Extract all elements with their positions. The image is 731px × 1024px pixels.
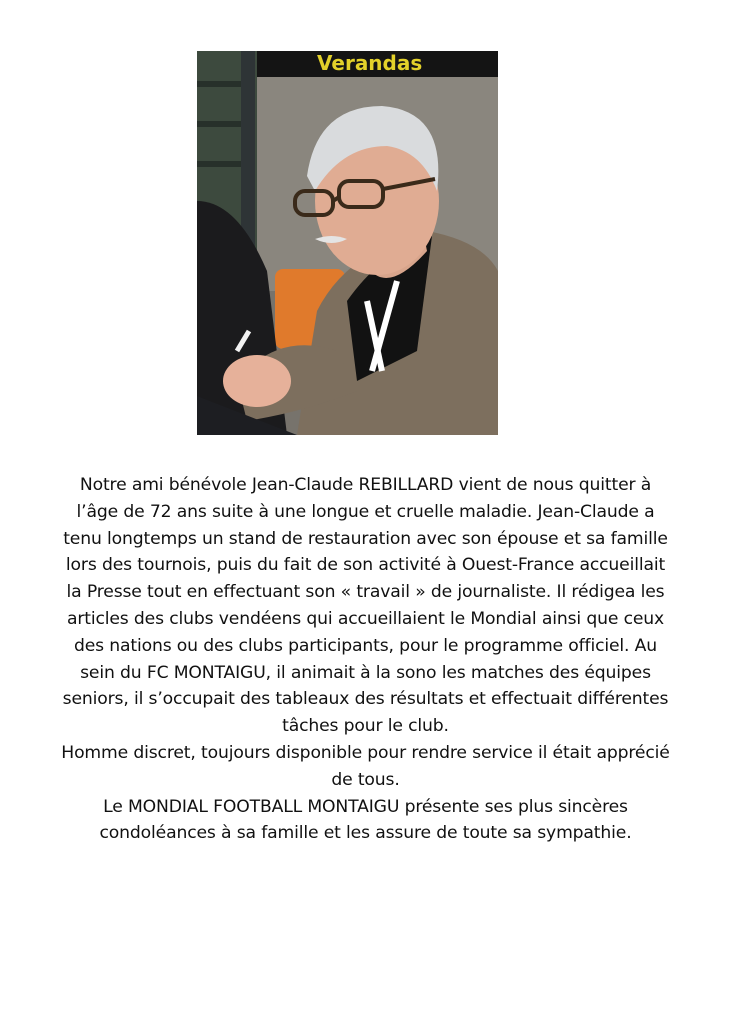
portrait-photo bbox=[197, 51, 498, 435]
banner-text: Verandas bbox=[317, 51, 423, 75]
portrait-illustration bbox=[197, 51, 498, 435]
tribute-paragraph-2: Homme discret, toujours disponible pour rendre service il était apprécié de tous. bbox=[61, 742, 670, 790]
tribute-paragraph-3: Le MONDIAL FOOTBALL MONTAIGU présente ses plus sincères condoléances à sa famille et les assure de toute sa sympathie. bbox=[99, 796, 632, 844]
tribute-paragraph-1: Notre ami bénévole Jean-Claude REBILLARD vient de nous quitter à l’âge de 72 ans suite à une longue et cruelle maladie. Jean-Claude a tenu longtemps un stand de restauration avec son épouse et sa famille lors des tournois, puis du fait de son activité à Ouest-France accueillait la Presse tout en effectuant son « travail » de journaliste. Il rédigea les articles des clubs vendéens qui accueillaient le Mondial ainsi que ceux des nations ou des clubs participants, pour le programme officiel. Au sein du FC MONTAIGU, il animait à la sono les matches des équipes seniors, il s’occupait des tableaux des résultats et effectuait différentes tâches pour le club. bbox=[62, 475, 669, 737]
tribute-text bbox=[60, 472, 671, 847]
